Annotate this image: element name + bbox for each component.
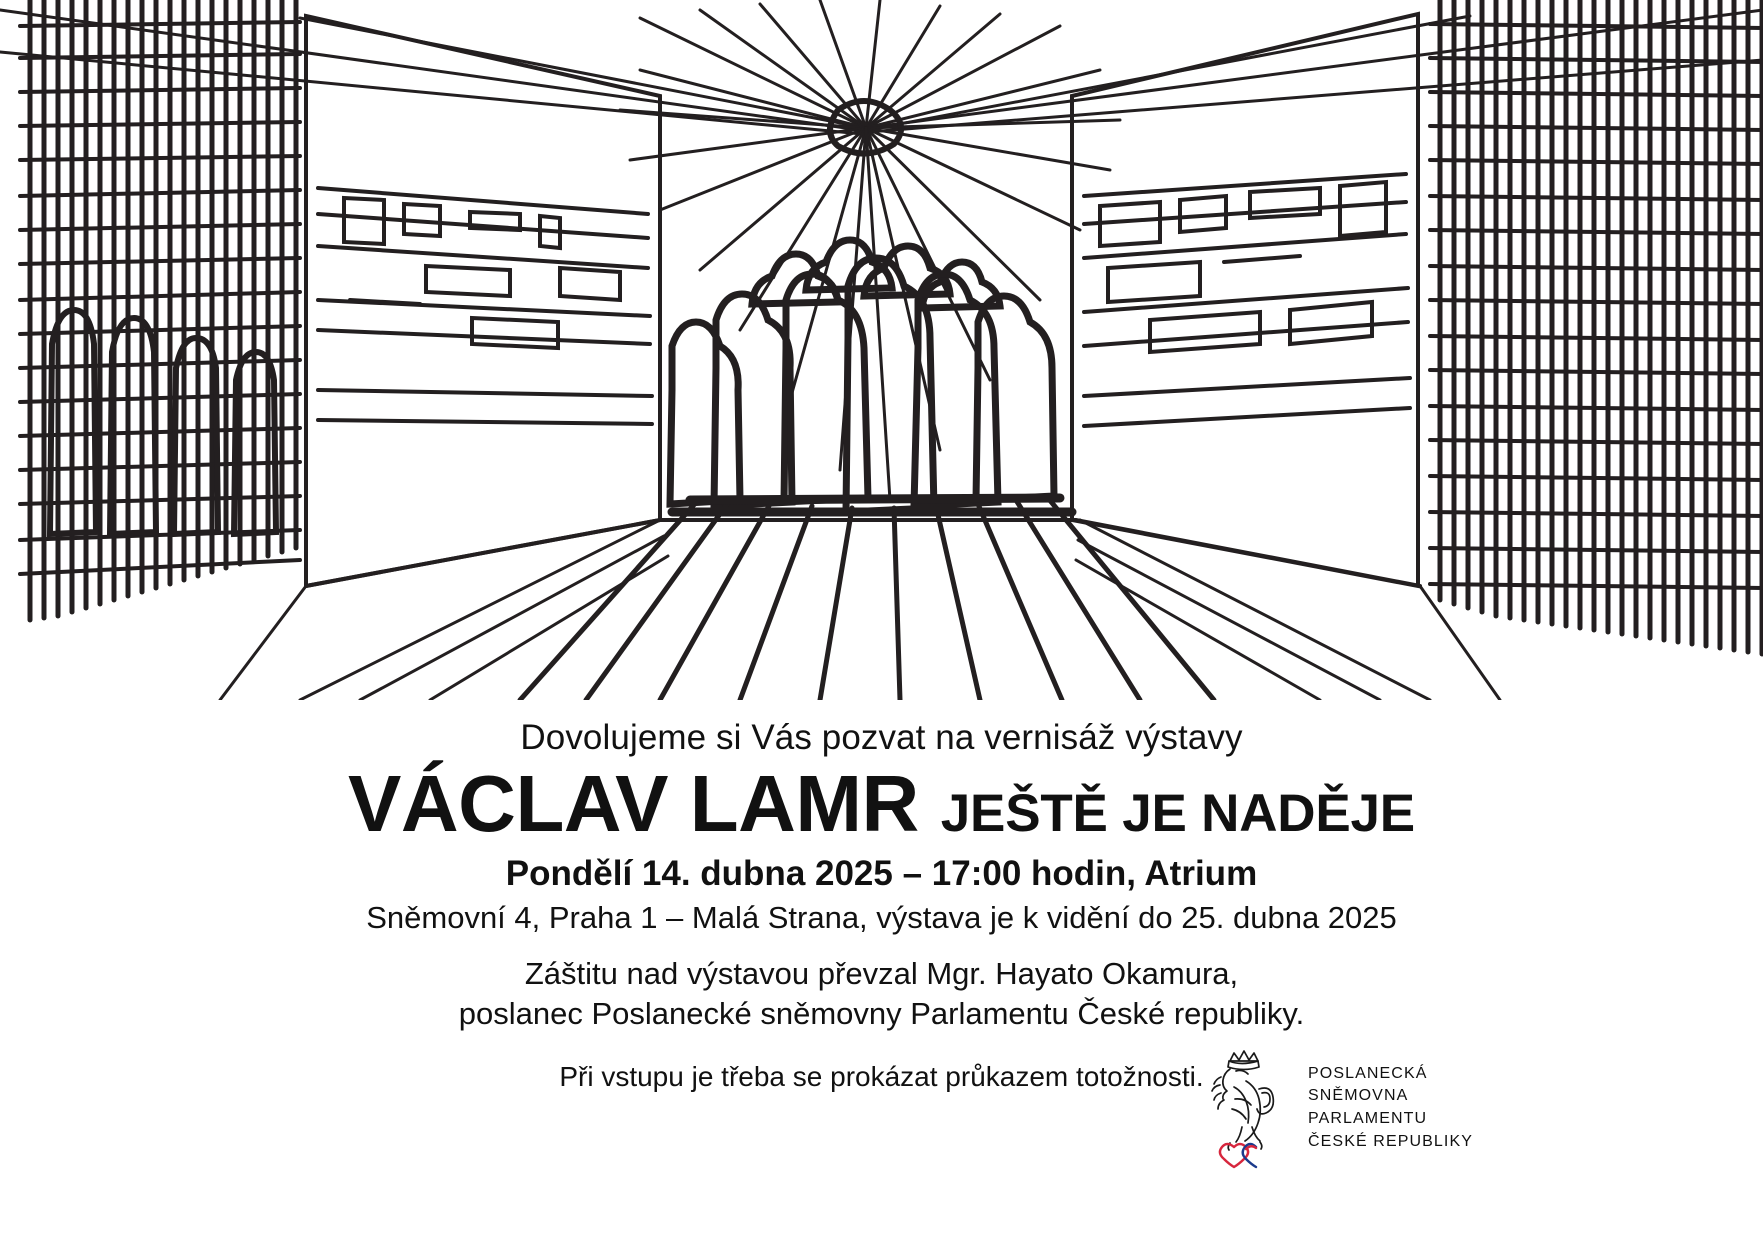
emblem-line-1: POSLANECKÁ [1308,1064,1428,1082]
event-datetime: Pondělí 14. dubna 2025 – 17:00 hodin, Atrium [505,854,1258,893]
invitation-text-block [0,700,1763,1093]
title-row [40,759,1723,848]
emblem-wordmark [1308,1063,1473,1154]
emblem-line-3: PARLAMENTU [1308,1110,1428,1127]
exhibition-title: JEŠTĚ JE NADĚJE [940,784,1415,843]
patronage-line-2: poslanec Poslanecké sněmovny Parlamentu České republiky. [458,996,1305,1032]
emblem-line-4: ČESKÉ REPUBLIKY [1308,1132,1473,1150]
patronage-text [282,954,1482,1035]
emblem-line-2: SNĚMOVNA [1308,1087,1409,1105]
invitation-intro-line: Dovolujeme si Vás pozvat na vernisáž výstavy [520,718,1243,757]
lion-emblem-icon [1190,1047,1294,1169]
patronage-block [40,954,1723,1035]
event-address: Sněmovní 4, Praha 1 – Malá Strana, výstava je k vidění do 25. dubna 2025 [366,900,1397,935]
id-required-notice: Při vstupu je třeba se prokázat průkazem totožnosti. [559,1060,1204,1092]
patronage-line-1: Záštitu nad výstavou převzal Mgr. Hayato Okamura, [524,956,1239,991]
artist-name: VÁCLAV LAMR [348,759,919,848]
chamber-of-deputies-emblem [1190,1047,1473,1169]
